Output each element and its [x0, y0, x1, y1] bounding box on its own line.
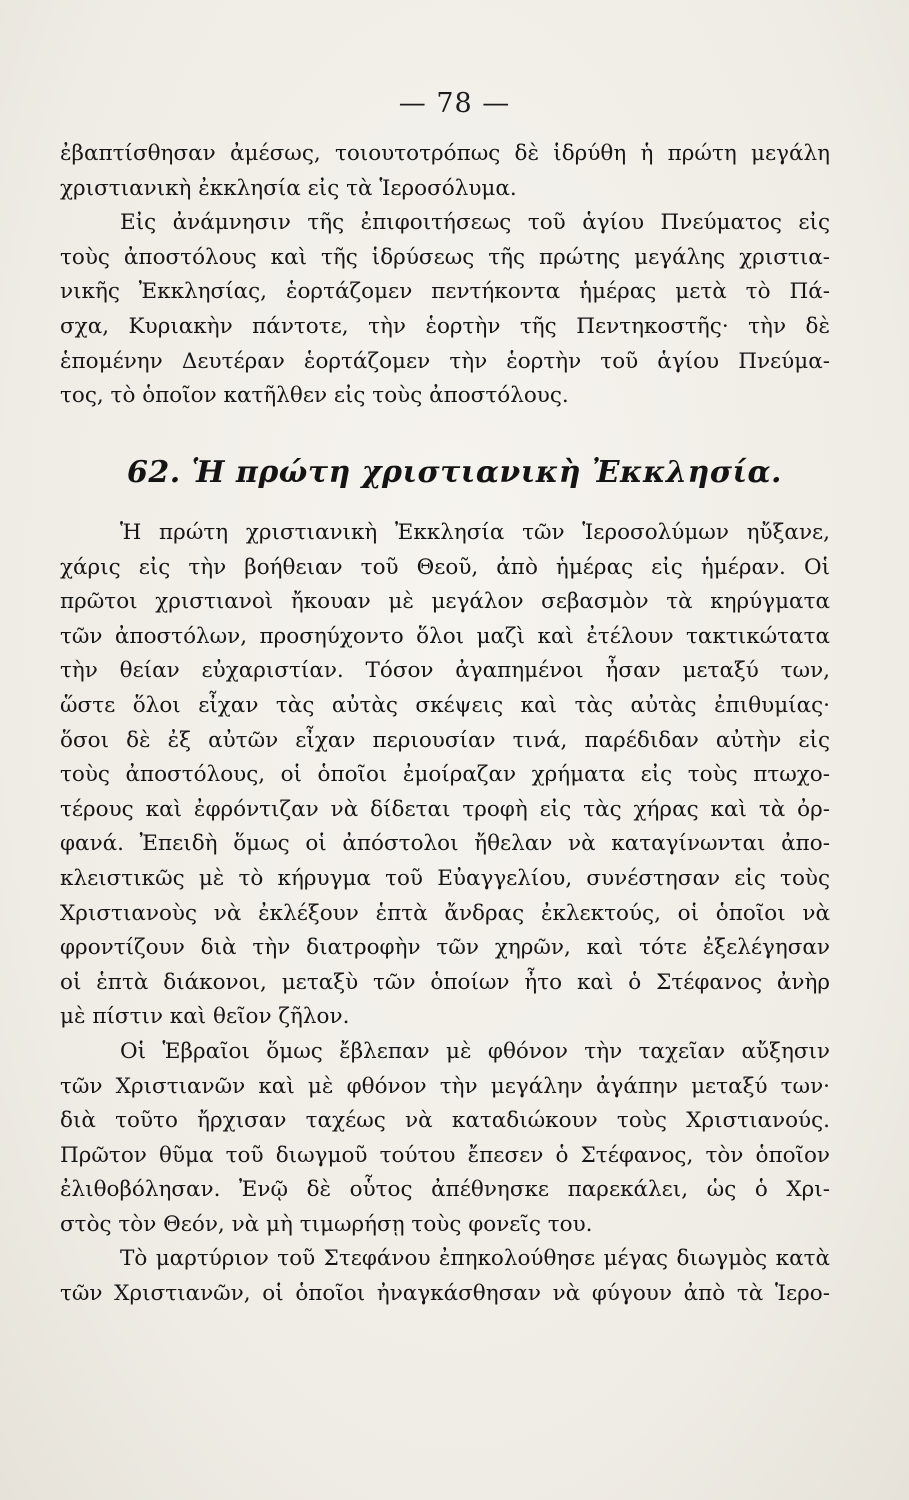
text-line: φανά. Ἐπειδὴ ὅμως οἱ ἀπόστολοι ἤθελαν νὰ καταγίνωνται ἀπο- [60, 831, 830, 857]
text-line: στὸς τὸν Θεόν, νὰ μὴ τιμωρήσῃ τοὺς φονεῖς του. [60, 1211, 593, 1237]
text-line: νικῆς Ἐκκλησίας, ἑορτάζομεν πεντήκοντα ἡμέρας μετὰ τὸ Πά- [60, 279, 830, 305]
text-line: πρῶτοι χριστιανοὶ ἤκουαν μὲ μεγάλον σεβασμὸν τὰ κηρύγματα [60, 589, 830, 615]
text-line: φροντίζουν διὰ τὴν διατροφὴν τῶν χηρῶν, καὶ τότε ἐξελέγησαν [60, 935, 830, 961]
section-body [60, 516, 830, 1312]
text-line: ἐβαπτίσθησαν ἀμέσως, τοιουτοτρόπως δὲ ἱδρύθη ἡ πρώτη μεγάλη [60, 141, 830, 166]
text-line: χριστιανικὴ ἐκκλησία εἰς τὰ Ἱεροσόλυμα. [60, 175, 517, 201]
text-line: οἱ ἑπτὰ διάκονοι, μεταξὺ τῶν ὁποίων ἦτο καὶ ὁ Στέφανος ἀνὴρ [60, 969, 830, 995]
text-line: Ἡ πρώτη χριστιανικὴ Ἐκκλησία τῶν Ἱεροσολύμων ηὔξανε, [120, 520, 830, 545]
text-line: μὲ πίστιν καὶ θεῖον ζῆλον. [60, 1004, 350, 1030]
text-line: ὅσοι δὲ ἐξ αὐτῶν εἶχαν περιουσίαν τινά, παρέδιδαν αὐτὴν εἰς [60, 727, 830, 753]
section-heading: 62. Ἡ πρώτη χριστιανικὴ Ἐκκλησία. [126, 455, 782, 490]
text-line: κλειστικῶς μὲ τὸ κήρυγμα τοῦ Εὐαγγελίου, συνέστησαν εἰς τοὺς [60, 865, 830, 891]
text-line: χάρις εἰς τὴν βοήθειαν τοῦ Θεοῦ, ἀπὸ ἡμέρας εἰς ἡμέραν. Οἱ [60, 554, 830, 580]
text-line: τοὺς ἀποστόλους καὶ τῆς ἱδρύσεως τῆς πρώτης μεγάλης χριστια- [60, 244, 830, 270]
text-line: τὴν θείαν εὐχαριστίαν. Τόσον ἀγαπημένοι ἦσαν μεταξύ των, [60, 658, 830, 684]
page-number: — 78 — [398, 88, 511, 119]
text-line: Οἱ Ἑβραῖοι ὅμως ἔβλεπαν μὲ φθόνον τὴν ταχεῖαν αὔξησιν [120, 1038, 830, 1064]
text-line: σχα, Κυριακὴν πάντοτε, τὴν ἑορτὴν τῆς Πεντηκοστῆς· τὴν δὲ [60, 313, 830, 339]
text-line: ἐλιθοβόλησαν. Ἐνῷ δὲ οὗτος ἀπέθνησκε παρεκάλει, ὡς ὁ Χρι- [60, 1177, 830, 1203]
text-line: τοὺς ἀποστόλους, οἱ ὁποῖοι ἐμοίραζαν χρήματα εἰς τοὺς πτωχο- [60, 762, 830, 788]
text-line: ἑπομένην Δευτέραν ἑορτάζομεν τὴν ἑορτὴν τοῦ ἁγίου Πνεύμα- [60, 348, 830, 374]
text-line: Πρῶτον θῦμα τοῦ διωγμοῦ τούτου ἔπεσεν ὁ Στέφανος, τὸν ὁποῖον [60, 1142, 830, 1168]
text-line: τῶν Χριστιανῶν, οἱ ὁποῖοι ἠναγκάσθησαν νὰ φύγουν ἀπὸ τὰ Ἱερο- [60, 1281, 830, 1307]
text-line: Εἰς ἀνάμνησιν τῆς ἐπιφοιτήσεως τοῦ ἁγίου Πνεύματος εἰς [120, 210, 830, 236]
text-line: τῶν Χριστιανῶν καὶ μὲ φθόνον τὴν μεγάλην ἀγάπην μεταξύ των· [60, 1073, 830, 1099]
text-line: διὰ τοῦτο ἤρχισαν ταχέως νὰ καταδιώκουν τοὺς Χριστιανούς. [60, 1108, 830, 1134]
text-line: τος, τὸ ὁποῖον κατῆλθεν εἰς τοὺς ἀποστόλους. [60, 383, 569, 409]
text-line: τῶν ἀποστόλων, προσηύχοντο ὅλοι μαζὶ καὶ ἐτέλουν τακτικώτατα [60, 623, 830, 649]
text-line: Τὸ μαρτύριον τοῦ Στεφάνου ἐπηκολούθησε μέγας διωγμὸς κατὰ [120, 1246, 830, 1272]
text-line: Χριστιανοὺς νὰ ἐκλέξουν ἑπτὰ ἄνδρας ἐκλεκτούς, οἱ ὁποῖοι νὰ [60, 900, 830, 926]
intro-paragraphs [60, 137, 830, 414]
text-line: ὥστε ὅλοι εἶχαν τὰς αὐτὰς σκέψεις καὶ τὰς αὐτὰς ἐπιθυμίας· [60, 692, 830, 718]
text-line: τέρους καὶ ἐφρόντιζαν νὰ δίδεται τροφὴ εἰς τὰς χήρας καὶ τὰ ὀρ- [60, 796, 830, 822]
